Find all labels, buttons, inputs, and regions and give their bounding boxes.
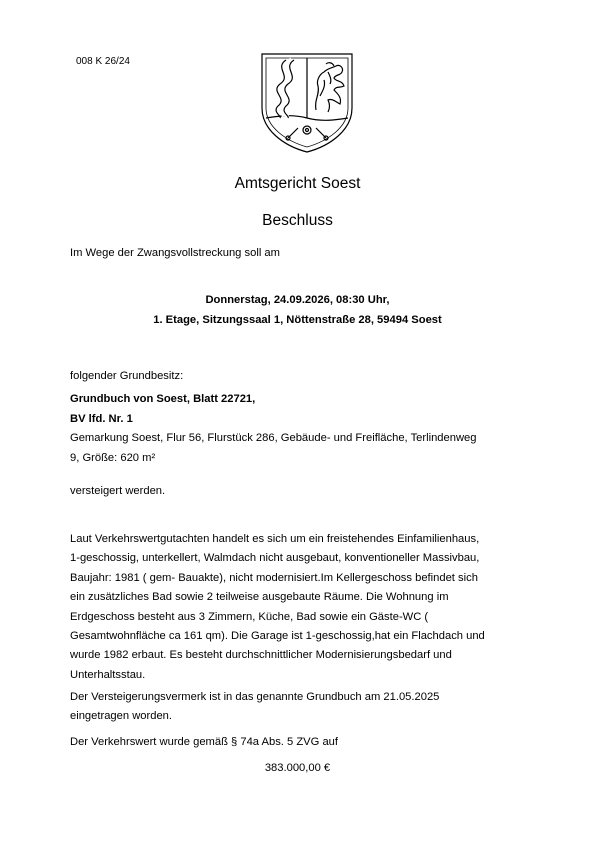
value-intro: Der Verkehrswert wurde gemäß § 74a Abs. 5 ZVG auf bbox=[70, 736, 339, 748]
appraisal-line: Laut Verkehrswertgutachten handelt es sich um ein freistehendes Einfamilienhaus, bbox=[70, 533, 480, 545]
registration-line: eingetragen worden. bbox=[70, 710, 173, 723]
registration-line: Der Versteigerungsvermerk ist in das genannte Grundbuch am 21.05.2025 bbox=[70, 691, 440, 703]
appraisal-line: Unterhaltsstau. bbox=[70, 668, 146, 681]
land-register: Grundbuch von Soest, Blatt 22721, bbox=[70, 393, 256, 406]
nrw-coat-of-arms-icon bbox=[258, 50, 356, 154]
market-value: 383.000,00 € bbox=[264, 762, 331, 774]
registration-paragraph bbox=[70, 688, 530, 727]
document-title: Beschluss bbox=[262, 212, 333, 229]
appraisal-line: Erdgeschoss besteht aus 3 Zimmern, Küche, Bad sowie ein Gäste-WC ( bbox=[70, 610, 429, 623]
file-number: 008 K 26/24 bbox=[76, 56, 130, 67]
court-name: Amtsgericht Soest bbox=[234, 175, 361, 192]
appointment-place: 1. Etage, Sitzungssaal 1, Nöttenstraße 28, 59494 Soest bbox=[153, 314, 442, 326]
appraisal-line: wurde 1982 erbaut. Es besteht durchschnittlicher Modernisierungsbedarf und bbox=[70, 649, 452, 662]
appraisal-line: ein zusätzliches Bad sowie 2 teilweise ausgebaute Räume. Die Wohnung im bbox=[70, 591, 449, 604]
auction-statement: versteigert werden. bbox=[70, 485, 166, 498]
register-entry: BV lfd. Nr. 1 bbox=[70, 412, 133, 425]
appraisal-line: Gesamtwohnfläche ca 161 qm). Die Garage ist 1-geschossig,hat ein Flachdach und bbox=[70, 630, 485, 643]
property-lead: folgender Grundbesitz: bbox=[70, 370, 184, 382]
property-section bbox=[70, 367, 530, 501]
appraisal-line: 1-geschossig, unterkellert, Walmdach nicht ausgebaut, konventioneller Massivbau, bbox=[70, 552, 480, 565]
property-description-line: Gemarkung Soest, Flur 56, Flurstück 286, Gebäude- und Freifläche, Terlindenweg bbox=[70, 432, 477, 445]
appraisal-paragraph bbox=[70, 530, 530, 685]
appointment-date: Donnerstag, 24.09.2026, 08:30 Uhr, bbox=[205, 294, 390, 306]
intro-text: Im Wege der Zwangsvollstreckung soll am bbox=[70, 247, 280, 259]
appraisal-line: Baujahr: 1981 ( gem- Bauakte), nicht modernisiert.Im Kellergeschoss befindet sich bbox=[70, 571, 478, 584]
property-description-line: 9, Größe: 620 m² bbox=[70, 451, 156, 464]
